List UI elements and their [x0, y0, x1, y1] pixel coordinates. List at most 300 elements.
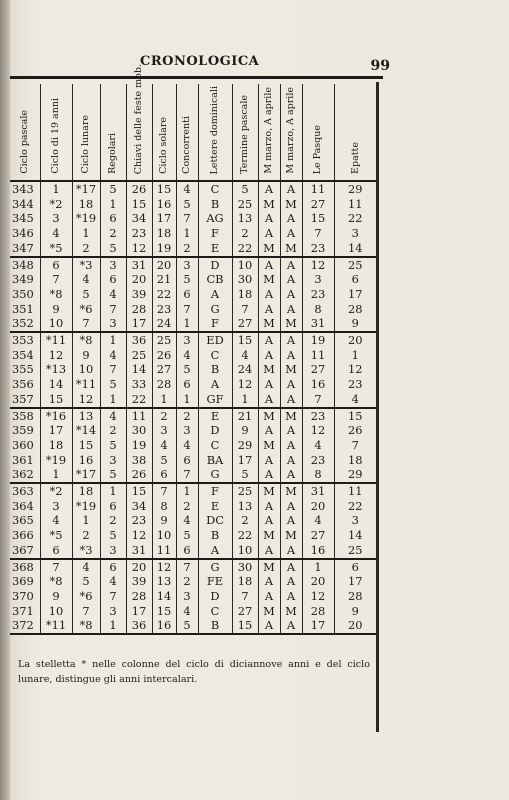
table-cell: 2	[72, 241, 100, 257]
table-cell: B	[198, 618, 232, 634]
table-cell: 4	[152, 438, 176, 453]
table-cell: A	[280, 348, 302, 363]
table-cell: 24	[232, 362, 258, 377]
table-cell: 25	[126, 348, 152, 363]
table-cell: A	[198, 287, 232, 302]
table-cell: 16	[302, 543, 334, 559]
table-row	[10, 362, 376, 377]
table-cell: 347	[10, 241, 40, 257]
table-cell: 15	[152, 604, 176, 619]
table-row	[10, 528, 376, 543]
table-cell: 28	[126, 302, 152, 317]
table-row	[10, 302, 376, 317]
table-cell: 6	[176, 453, 198, 468]
table-cell: 12	[302, 423, 334, 438]
table-cell: 2	[176, 408, 198, 424]
table-cell: 5	[100, 377, 126, 392]
table-cell: M	[280, 483, 302, 499]
table-cell: 39	[126, 574, 152, 589]
table-cell: 17	[302, 618, 334, 634]
table-cell: 7	[40, 272, 72, 287]
table-cell: 1	[100, 392, 126, 408]
table-row	[10, 423, 376, 438]
table-cell: A	[258, 392, 280, 408]
table-cell: 15	[232, 332, 258, 348]
table-cell: *11	[40, 332, 72, 348]
table-cell: A	[258, 574, 280, 589]
table-cell: 1	[152, 392, 176, 408]
table-cell: M	[258, 197, 280, 212]
table-cell: 23	[126, 226, 152, 241]
table-cell: 7	[334, 438, 376, 453]
table-cell: 22	[126, 392, 152, 408]
table-cell: 5	[100, 528, 126, 543]
column-header-label: M marzo, A aprile	[285, 87, 297, 174]
table-cell: 4	[176, 181, 198, 197]
table-cell: ED	[198, 332, 232, 348]
table-cell: 21	[152, 272, 176, 287]
table-cell: 12	[126, 241, 152, 257]
table-cell: A	[258, 467, 280, 483]
table-cell: A	[258, 618, 280, 634]
table-cell: 22	[232, 528, 258, 543]
table-cell: 6	[176, 377, 198, 392]
table-cell: M	[258, 408, 280, 424]
table-cell: 36	[126, 332, 152, 348]
column-header-label: Ciclo di 19 anni	[50, 98, 62, 174]
table-cell: A	[258, 377, 280, 392]
table-cell: *13	[40, 362, 72, 377]
table-cell: F	[198, 316, 232, 332]
footnote: La stelletta * nelle colonne del ciclo di diciannove anni e del ciclo lunare, distingue gli anni intercalari.	[18, 659, 370, 685]
column-header-row	[10, 84, 376, 181]
table-cell: M	[280, 604, 302, 619]
table-cell: 3	[100, 543, 126, 559]
table-cell: 1	[40, 181, 72, 197]
table-cell: 366	[12, 528, 34, 543]
table-cell: *2	[40, 197, 72, 212]
table-cell: 5	[100, 241, 126, 257]
table-cell: 23	[152, 302, 176, 317]
table-cell: *8	[72, 618, 100, 634]
table-cell: 18	[40, 438, 72, 453]
table-cell: A	[258, 423, 280, 438]
table-cell: 25	[334, 543, 376, 559]
table-cell: 13	[232, 211, 258, 226]
table-cell: 1	[72, 226, 100, 241]
table-cell: 7	[176, 302, 198, 317]
table-cell: M	[280, 408, 302, 424]
table-cell: 7	[176, 211, 198, 226]
table-cell: 20	[152, 257, 176, 273]
table-cell: 25	[152, 332, 176, 348]
table-row	[10, 392, 376, 408]
table-cell: 3	[334, 513, 376, 528]
table-cell: 5	[152, 453, 176, 468]
table-cell: 3	[100, 316, 126, 332]
table-cell: 38	[126, 453, 152, 468]
table-cell: 362	[10, 467, 40, 483]
table-cell: 9	[334, 316, 376, 332]
table-cell: 17	[40, 423, 72, 438]
table-cell: 23	[302, 408, 334, 424]
table-cell: 1	[100, 618, 126, 634]
table-cell: 9	[334, 604, 376, 619]
table-cell: E	[198, 499, 232, 514]
table-cell: 346	[12, 226, 34, 241]
table-cell: 23	[126, 513, 152, 528]
table-cell: M	[258, 604, 280, 619]
table-cell: 14	[334, 528, 376, 543]
table-cell: 3	[176, 332, 198, 348]
table-cell: 3	[40, 499, 72, 514]
table-cell: *19	[72, 211, 100, 226]
table-cell: M	[258, 438, 280, 453]
chronology-table	[10, 63, 376, 635]
table-cell: 15	[302, 211, 334, 226]
table-cell: 34	[126, 211, 152, 226]
table-cell: 3	[40, 211, 72, 226]
column-header	[280, 84, 302, 181]
table-cell: 6	[334, 559, 376, 575]
table-cell: 363	[12, 484, 34, 499]
table-cell: A	[280, 211, 302, 226]
table-cell: 24	[152, 316, 176, 332]
table-cell: 16	[152, 197, 176, 212]
table-cell: *19	[40, 453, 72, 468]
table-cell: M	[258, 559, 280, 575]
column-header-label: Lettere dominicali	[209, 85, 221, 174]
table-cell: 28	[302, 604, 334, 619]
table-cell: D	[198, 589, 232, 604]
table-cell: 2	[152, 408, 176, 424]
column-header	[40, 84, 72, 181]
table-cell: 29	[334, 467, 376, 483]
table-cell: 4	[40, 226, 72, 241]
table-cell: 5	[176, 197, 198, 212]
column-header	[232, 84, 258, 181]
table-cell: 19	[126, 438, 152, 453]
table-cell: 23	[302, 453, 334, 468]
table-cell: 7	[152, 483, 176, 499]
table-cell: 1	[72, 513, 100, 528]
table-cell: 29	[232, 438, 258, 453]
table-cell: 10	[40, 604, 72, 619]
table-cell: *17	[72, 467, 100, 483]
table-row	[10, 438, 376, 453]
table-cell: 3	[100, 257, 126, 273]
table-cell: A	[280, 543, 302, 559]
table-cell: 11	[334, 197, 376, 212]
table-cell: 7	[232, 589, 258, 604]
table-cell: *11	[40, 618, 72, 634]
table-row	[10, 543, 376, 559]
table-cell: 343	[12, 182, 34, 196]
table-cell: 25	[232, 197, 258, 212]
running-title: CRONOLOGICA	[140, 54, 260, 69]
table-cell: 15	[126, 483, 152, 499]
table-cell: 5	[176, 618, 198, 634]
table-cell: M	[258, 241, 280, 257]
table-cell: 6	[176, 543, 198, 559]
table-cell: *2	[40, 483, 72, 499]
table-cell: 367	[10, 543, 40, 559]
table-cell: A	[280, 377, 302, 392]
table-cell: 7	[72, 316, 100, 332]
table-cell: 4	[302, 438, 334, 453]
table-cell: 15	[40, 392, 72, 408]
table-cell: 13	[72, 408, 100, 424]
table-cell: 6	[100, 559, 126, 575]
table-cell: 4	[72, 559, 100, 575]
column-header	[10, 84, 40, 181]
table-cell: 5	[72, 574, 100, 589]
table-cell: 9	[40, 589, 72, 604]
table-cell: 11	[126, 408, 152, 424]
table-cell: *14	[72, 423, 100, 438]
table-cell: A	[280, 272, 302, 287]
table-cell: 7	[232, 302, 258, 317]
column-header	[334, 84, 376, 181]
table-cell: 22	[232, 241, 258, 257]
table-cell: 3	[334, 226, 376, 241]
table-cell: 5	[100, 438, 126, 453]
table-row	[10, 589, 376, 604]
table-cell: AG	[198, 211, 232, 226]
table-cell: 6	[100, 499, 126, 514]
table-cell: 10	[232, 257, 258, 273]
table-cell: 28	[334, 302, 376, 317]
table-cell: 364	[12, 498, 34, 513]
table-cell: 1	[40, 467, 72, 483]
table-cell: 4	[176, 348, 198, 363]
table-cell: 27	[302, 528, 334, 543]
table-cell: *5	[40, 241, 72, 257]
table-cell: B	[198, 528, 232, 543]
table-cell: 18	[232, 287, 258, 302]
table-row	[10, 332, 376, 348]
table-cell: M	[258, 362, 280, 377]
table-cell: 344	[12, 196, 34, 211]
table-cell: 20	[334, 618, 376, 634]
table-cell: D	[198, 423, 232, 438]
table-cell: A	[258, 348, 280, 363]
table-cell: 12	[152, 559, 176, 575]
table-cell: 10	[152, 528, 176, 543]
book-spine-shadow	[0, 0, 10, 800]
table-cell: 21	[232, 408, 258, 424]
column-header	[198, 84, 232, 181]
table-row	[10, 272, 376, 287]
table-cell: 17	[126, 604, 152, 619]
table-cell: 31	[302, 316, 334, 332]
table-cell: *17	[72, 181, 100, 197]
table-cell: 18	[72, 483, 100, 499]
table-cell: 8	[302, 467, 334, 483]
table-cell: 22	[334, 499, 376, 514]
table-cell: 12	[232, 377, 258, 392]
table-cell: 18	[152, 226, 176, 241]
table-row	[10, 408, 376, 424]
column-header-label: Ciclo lunare	[80, 115, 92, 174]
table-cell: 4	[232, 348, 258, 363]
table-cell: 23	[302, 287, 334, 302]
column-header	[258, 84, 280, 181]
table-row	[10, 348, 376, 363]
table-cell: A	[280, 559, 302, 575]
table-cell: 20	[126, 272, 152, 287]
table-cell: A	[258, 332, 280, 348]
page-number: 99	[370, 58, 390, 74]
table-cell: 20	[126, 559, 152, 575]
table-cell: A	[280, 453, 302, 468]
table-cell: 2	[100, 423, 126, 438]
table-cell: A	[258, 257, 280, 273]
table-cell: A	[258, 499, 280, 514]
table-row	[10, 316, 376, 332]
table-cell: 17	[334, 287, 376, 302]
table-cell: 350	[12, 286, 34, 301]
table-cell: 353	[12, 333, 34, 348]
table-cell: 31	[126, 543, 152, 559]
table-cell: A	[280, 181, 302, 197]
table-cell: M	[258, 316, 280, 332]
table-row	[10, 257, 376, 273]
table-cell: *3	[72, 543, 100, 559]
table-cell: 345	[12, 211, 34, 226]
column-header-label: Ciclo pascale	[19, 110, 30, 174]
table-cell: A	[280, 332, 302, 348]
column-header-label: Concorrenti	[181, 116, 193, 174]
table-row	[10, 226, 376, 241]
table-cell: 355	[12, 362, 34, 377]
table-cell: 351	[12, 301, 34, 316]
table-cell: A	[258, 543, 280, 559]
table-cell: 25	[334, 257, 376, 273]
table-cell: 16	[72, 453, 100, 468]
table-cell: C	[198, 604, 232, 619]
table-cell: 12	[334, 362, 376, 377]
table-cell: 7	[302, 226, 334, 241]
table-cell: 13	[152, 574, 176, 589]
table-cell: 14	[126, 362, 152, 377]
table-cell: 27	[232, 604, 258, 619]
table-cell: 4	[40, 513, 72, 528]
table-cell: A	[280, 302, 302, 317]
table-cell: 4	[72, 272, 100, 287]
table-cell: 28	[126, 589, 152, 604]
table-cell: A	[280, 499, 302, 514]
table-cell: 27	[302, 362, 334, 377]
table-row	[10, 211, 376, 226]
table-cell: 15	[232, 618, 258, 634]
table-cell: CB	[198, 272, 232, 287]
table-cell: 6	[152, 467, 176, 483]
table-cell: 14	[152, 589, 176, 604]
column-header-label: Ciclo solare	[158, 117, 170, 174]
table-row	[10, 181, 376, 197]
table-cell: A	[258, 226, 280, 241]
table-cell: 31	[302, 483, 334, 499]
table-cell: 4	[176, 513, 198, 528]
table-cell: 5	[100, 467, 126, 483]
table-cell: 3	[302, 272, 334, 287]
table-cell: 2	[232, 226, 258, 241]
table-cell: M	[280, 528, 302, 543]
table-cell: 5	[100, 181, 126, 197]
table-cell: A	[280, 257, 302, 273]
table-cell: A	[198, 543, 232, 559]
table-cell: 365	[12, 513, 34, 528]
table-cell: A	[258, 287, 280, 302]
table-cell: 14	[40, 377, 72, 392]
column-header-label: M marzo, A aprile	[263, 87, 275, 174]
table-cell: 4	[176, 604, 198, 619]
table-cell: 26	[152, 348, 176, 363]
table-cell: B	[198, 362, 232, 377]
table-body	[10, 181, 376, 634]
table-cell: 11	[302, 348, 334, 363]
table-cell: 5	[176, 362, 198, 377]
table-cell: 11	[334, 483, 376, 499]
table-cell: G	[198, 302, 232, 317]
table-cell: A	[280, 618, 302, 634]
table-cell: 4	[100, 408, 126, 424]
table-cell: 20	[302, 574, 334, 589]
table-cell: 13	[232, 499, 258, 514]
table-cell: 6	[40, 257, 72, 273]
table-cell: 30	[126, 423, 152, 438]
table-cell: 348	[12, 257, 34, 272]
table-cell: 360	[12, 437, 34, 452]
table-cell: BA	[198, 453, 232, 468]
table-cell: 370	[12, 588, 34, 603]
table-cell: 357	[10, 392, 40, 408]
table-row	[10, 559, 376, 575]
table-cell: 4	[334, 392, 376, 408]
table-cell: 36	[126, 618, 152, 634]
table-cell: B	[198, 197, 232, 212]
table-cell: 1	[176, 483, 198, 499]
table-cell: *8	[72, 332, 100, 348]
table-cell: 18	[334, 453, 376, 468]
table-cell: 12	[40, 348, 72, 363]
table-cell: A	[280, 467, 302, 483]
table-row	[10, 377, 376, 392]
table-cell: 356	[12, 377, 34, 392]
table-cell: 2	[100, 513, 126, 528]
table-cell: 15	[72, 438, 100, 453]
table-cell: C	[198, 348, 232, 363]
table-cell: 26	[334, 423, 376, 438]
table-cell: 15	[334, 408, 376, 424]
table-cell: 5	[72, 287, 100, 302]
table-cell: C	[198, 438, 232, 453]
table-row	[10, 513, 376, 528]
table-cell: D	[198, 257, 232, 273]
table-cell: 30	[232, 559, 258, 575]
table-cell: *6	[72, 589, 100, 604]
table-cell: 7	[302, 392, 334, 408]
column-header	[152, 84, 176, 181]
table-cell: 6	[100, 272, 126, 287]
table-cell: A	[280, 287, 302, 302]
table-cell: M	[258, 272, 280, 287]
table-cell: 2	[72, 528, 100, 543]
table-cell: 2	[176, 499, 198, 514]
table-cell: 5	[176, 528, 198, 543]
table-row	[10, 499, 376, 514]
